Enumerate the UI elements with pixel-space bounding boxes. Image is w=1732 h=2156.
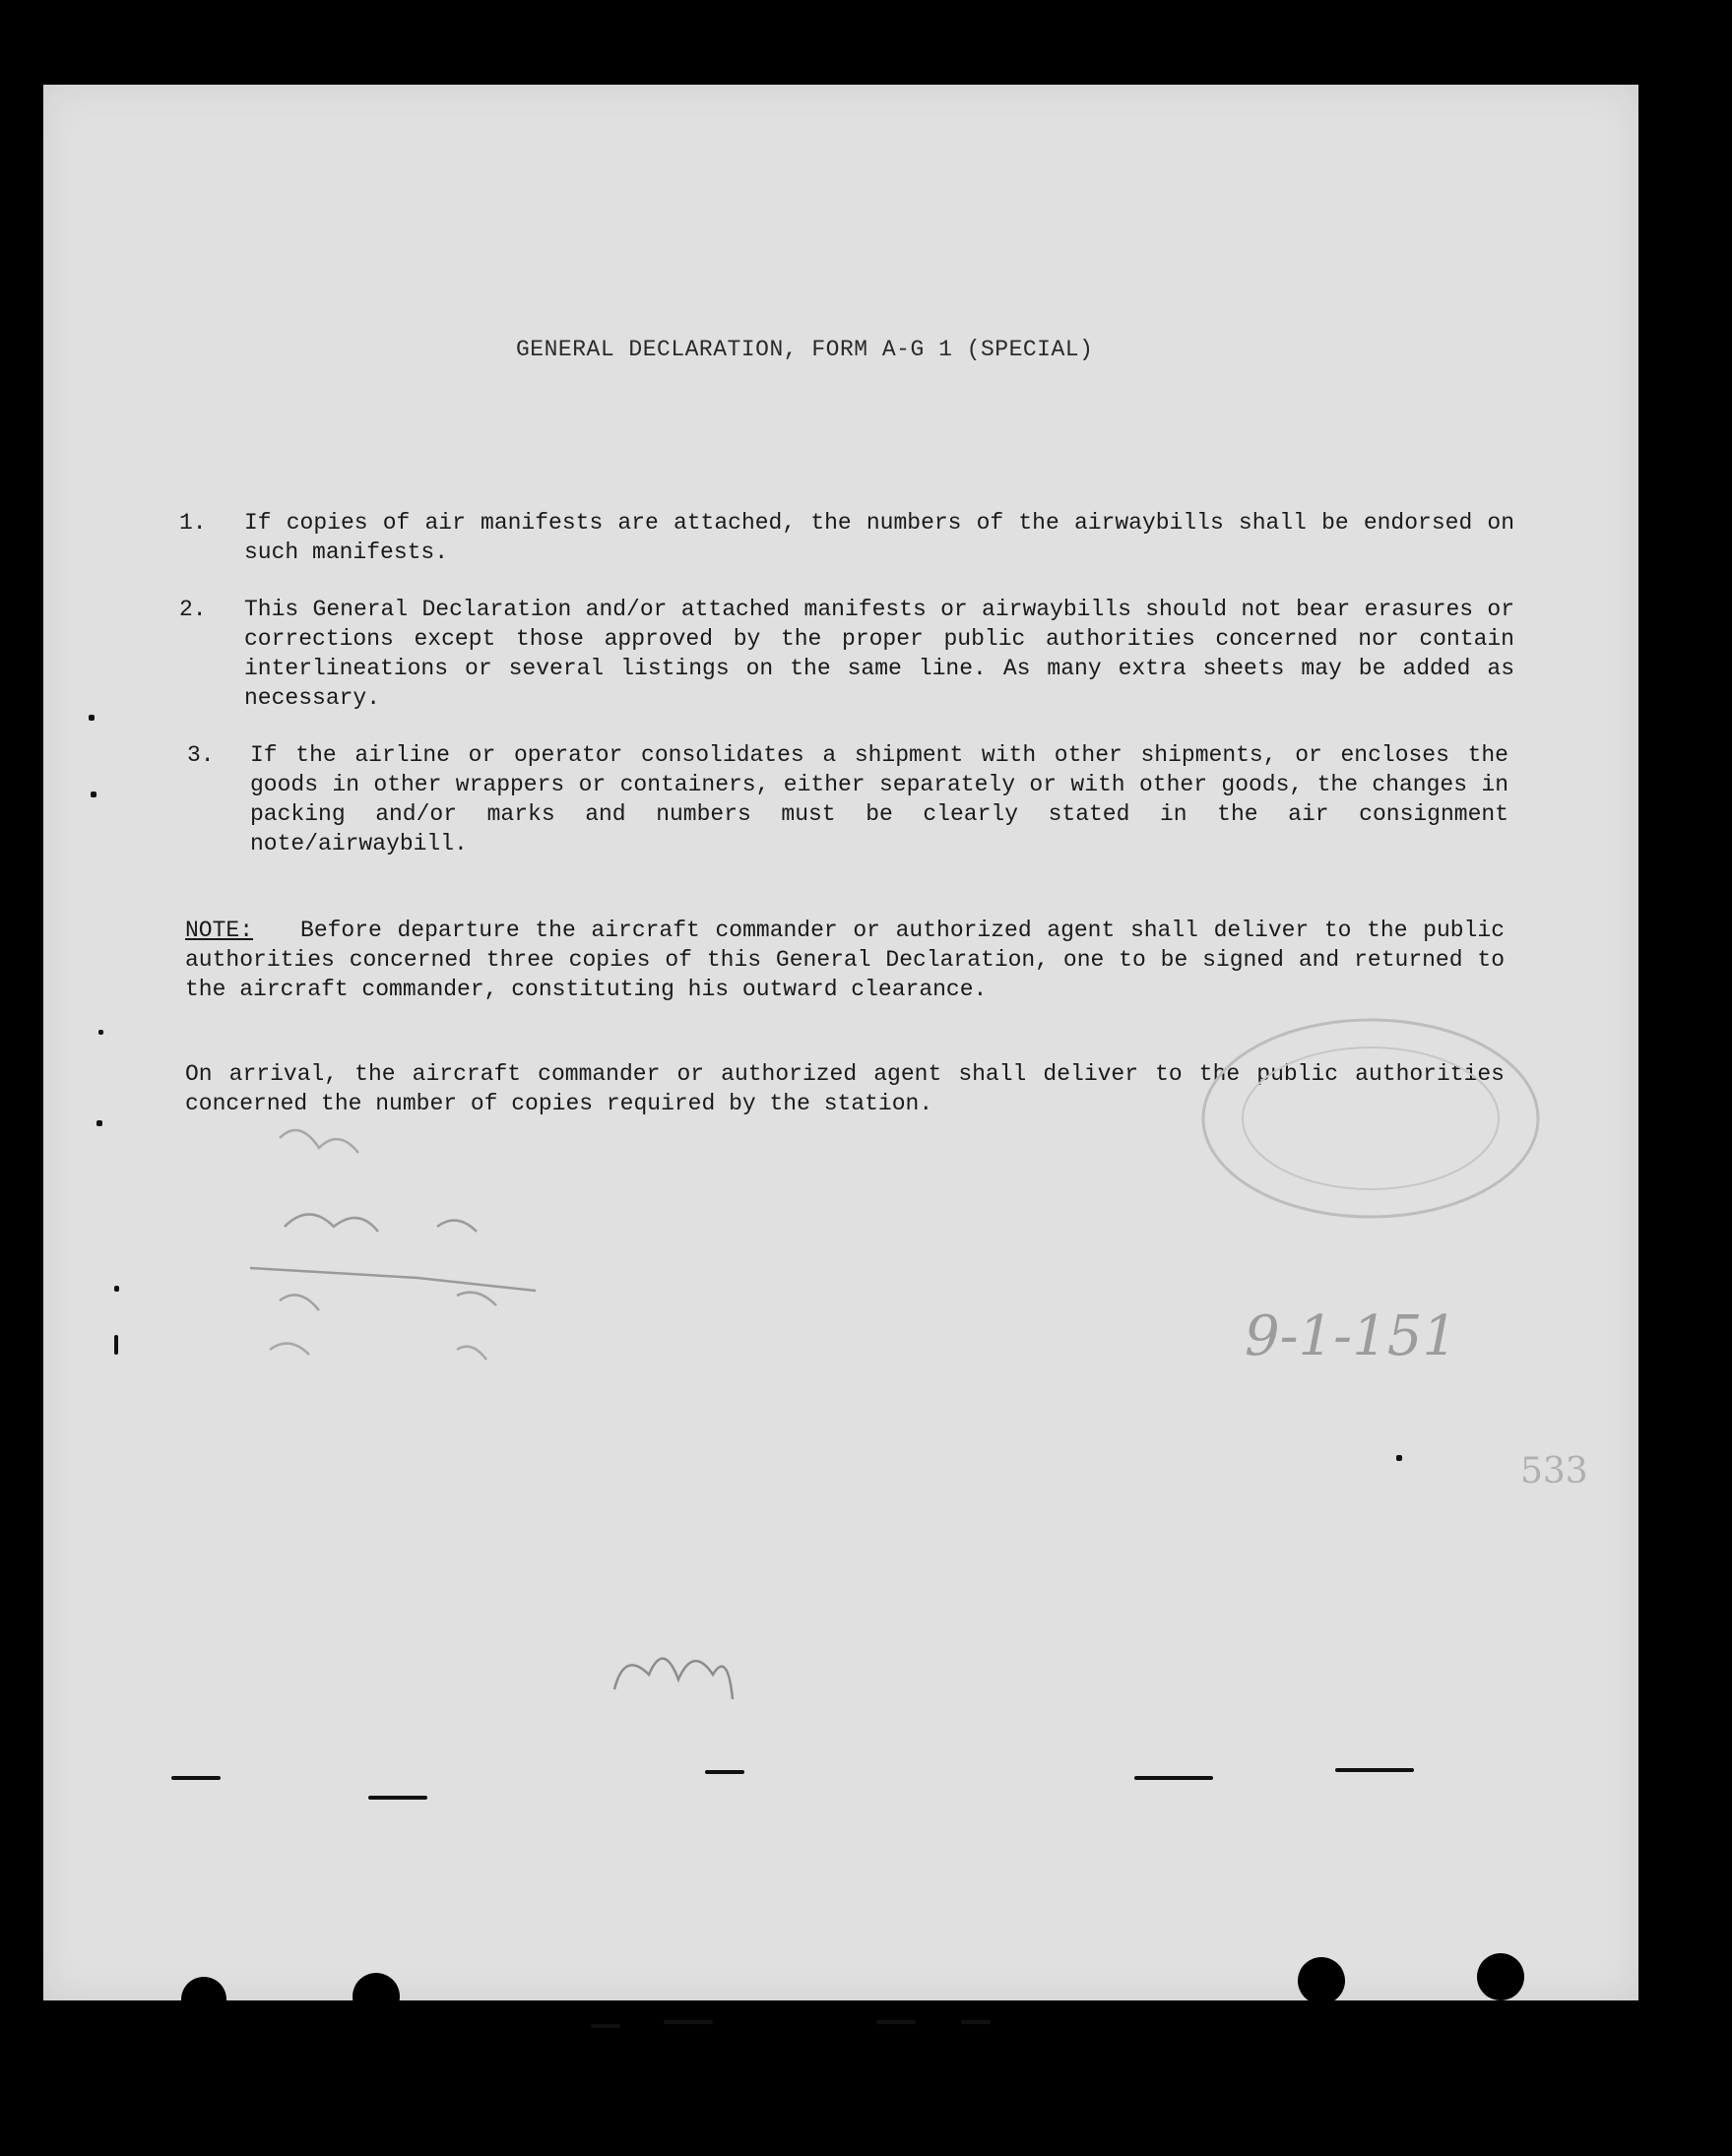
dash-mark: [664, 2020, 713, 2024]
item-number: 2.: [179, 597, 207, 622]
speck: [98, 1030, 103, 1035]
document-title: GENERAL DECLARATION, FORM A-G 1 (SPECIAL): [516, 337, 1094, 362]
speck: [114, 1286, 119, 1292]
faint-stamp-mark: [1184, 1000, 1558, 1237]
document-body: [43, 85, 1638, 2000]
item-number: 1.: [179, 510, 207, 536]
handwritten-corner-mark: [1510, 1438, 1629, 1497]
speck: [96, 1120, 102, 1126]
item-text: If copies of air manifests are attached, the numbers of the airwaybills shall be endorsed on such manifests.: [244, 510, 1514, 565]
svg-text:533: 533: [1520, 1451, 1588, 1491]
dash-mark: [876, 2020, 916, 2024]
torn-edge: [429, 2056, 508, 2087]
note-paragraph: [185, 916, 1505, 1004]
handwritten-scribble: [595, 1620, 752, 1729]
dash-mark: [705, 1770, 744, 1774]
speck: [114, 1335, 118, 1355]
handwritten-date: [1235, 1296, 1550, 1374]
dash-mark: [1335, 1768, 1414, 1772]
punch-hole: [353, 1973, 400, 2020]
dash-mark: [961, 2020, 991, 2024]
dash-mark: [1134, 1776, 1213, 1780]
note-label: NOTE:: [185, 918, 254, 943]
speck: [1396, 1455, 1402, 1461]
speck: [91, 792, 96, 797]
svg-text:9-1-151: 9-1-151: [1245, 1304, 1457, 1368]
item-text: If the airline or operator consolidates a shipment with other shipments, or encloses the goods in other wrappers or containers, either separately or with other goods, the changes in packing and/or marks and numbers must be clearly stated in the air consignment note/airwaybill.: [250, 742, 1508, 856]
dash-mark: [368, 1796, 427, 1800]
dash-mark: [591, 2024, 620, 2028]
paper-sheet: [43, 85, 1638, 2000]
item-number: 3.: [187, 742, 215, 768]
punch-hole: [1298, 1957, 1345, 2004]
arrival-paragraph: On arrival, the aircraft commander or authorized agent shall deliver to the public authorities concerned the number of copies required by the station.: [185, 1061, 1505, 1116]
item-text: This General Declaration and/or attached manifests or airwaybills should not bear erasures or corrections except those approved by the proper public authorities concerned nor contain interlineations or several listings on the same line. As many extra sheets may be added as necessary.: [244, 597, 1514, 711]
speck: [89, 715, 95, 721]
handwritten-tally: [240, 1109, 595, 1433]
punch-hole: [181, 1977, 226, 2022]
note-text: Before departure the aircraft commander or authorized agent shall deliver to the public authorities concerned three copies of this General Declaration, one to be signed and returned to the aircraft commander, constituting his outward clearance.: [185, 918, 1505, 1002]
dash-mark: [171, 1776, 221, 1780]
punch-hole: [1477, 1953, 1524, 2000]
